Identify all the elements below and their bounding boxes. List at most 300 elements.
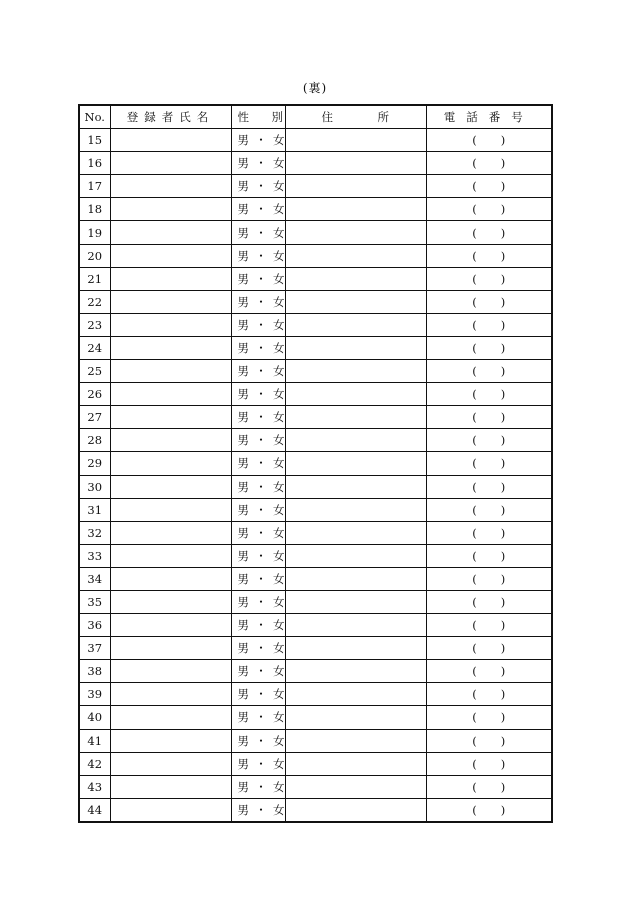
table-row <box>79 452 552 475</box>
address-field[interactable] <box>285 244 426 267</box>
row-number: 16 <box>79 152 110 175</box>
sex-female-option[interactable]: 女 <box>273 387 285 402</box>
sex-female-option[interactable]: 女 <box>273 179 285 194</box>
registrant-name-field[interactable] <box>110 175 231 198</box>
sex-choice[interactable] <box>231 544 285 567</box>
address-field[interactable] <box>285 336 426 359</box>
phone-area-open-paren: ( <box>472 294 477 309</box>
phone-field[interactable] <box>426 775 552 798</box>
registrant-name-field[interactable] <box>110 406 231 429</box>
table-row <box>79 752 552 775</box>
phone-area-close-paren: ) <box>500 571 506 586</box>
registrant-name-field[interactable] <box>110 221 231 244</box>
sex-separator: ・ <box>255 756 267 771</box>
phone-area-open-paren: ( <box>472 756 477 771</box>
sex-male-option[interactable]: 男 <box>237 687 249 702</box>
registrant-name-field[interactable] <box>110 198 231 221</box>
phone-area-close-paren: ) <box>500 802 506 817</box>
phone-field[interactable] <box>426 221 552 244</box>
sex-male-option[interactable]: 男 <box>237 248 249 263</box>
phone-field[interactable] <box>426 336 552 359</box>
sex-choice[interactable] <box>231 221 285 244</box>
sex-choice[interactable] <box>231 775 285 798</box>
phone-area-close-paren: ) <box>500 710 506 725</box>
phone-field[interactable] <box>426 567 552 590</box>
registrant-name-field[interactable] <box>110 313 231 336</box>
phone-area-open-paren: ( <box>472 710 477 725</box>
phone-area-close-paren: ) <box>500 525 506 540</box>
row-number: 18 <box>79 198 110 221</box>
sex-choice[interactable] <box>231 383 285 406</box>
sex-male-option[interactable]: 男 <box>237 756 249 771</box>
sex-choice[interactable] <box>231 706 285 729</box>
phone-field[interactable] <box>426 152 552 175</box>
registrant-name-field[interactable] <box>110 706 231 729</box>
table-row <box>79 706 552 729</box>
registrant-name-field[interactable] <box>110 614 231 637</box>
phone-field[interactable] <box>426 175 552 198</box>
sex-female-option[interactable]: 女 <box>273 595 285 610</box>
row-number: 34 <box>79 567 110 590</box>
phone-field[interactable] <box>426 521 552 544</box>
table-row <box>79 383 552 406</box>
phone-area-close-paren: ) <box>500 387 506 402</box>
phone-area-open-paren: ( <box>472 548 477 563</box>
row-number: 41 <box>79 729 110 752</box>
registrant-name-field[interactable] <box>110 244 231 267</box>
row-number: 30 <box>79 475 110 498</box>
address-field[interactable] <box>285 452 426 475</box>
sex-choice[interactable] <box>231 475 285 498</box>
row-number: 19 <box>79 221 110 244</box>
phone-area-open-paren: ( <box>472 664 477 679</box>
phone-area-close-paren: ) <box>500 618 506 633</box>
header-no: No. <box>79 105 110 129</box>
sex-male-option[interactable]: 男 <box>237 179 249 194</box>
sex-male-option[interactable]: 男 <box>237 202 249 217</box>
table-row <box>79 683 552 706</box>
sex-choice[interactable] <box>231 267 285 290</box>
sex-female-option[interactable]: 女 <box>273 340 285 355</box>
header-address-char-2: 所 <box>377 110 389 125</box>
address-field[interactable] <box>285 129 426 152</box>
phone-field[interactable] <box>426 475 552 498</box>
phone-area-close-paren: ) <box>500 271 506 286</box>
sex-female-option[interactable]: 女 <box>273 710 285 725</box>
registrant-name-field[interactable] <box>110 544 231 567</box>
sex-separator: ・ <box>255 387 267 402</box>
sex-separator: ・ <box>255 641 267 656</box>
table-row <box>79 267 552 290</box>
sex-choice[interactable] <box>231 798 285 822</box>
sex-male-option[interactable]: 男 <box>237 641 249 656</box>
phone-area-open-paren: ( <box>472 202 477 217</box>
address-field[interactable] <box>285 637 426 660</box>
sex-female-option[interactable]: 女 <box>273 410 285 425</box>
table-row <box>79 660 552 683</box>
registrant-name-field[interactable] <box>110 798 231 822</box>
phone-field[interactable] <box>426 452 552 475</box>
phone-field[interactable] <box>426 798 552 822</box>
sex-female-option[interactable]: 女 <box>273 641 285 656</box>
address-field[interactable] <box>285 567 426 590</box>
phone-area-open-paren: ( <box>472 456 477 471</box>
registrant-name-field[interactable] <box>110 475 231 498</box>
phone-field[interactable] <box>426 406 552 429</box>
sex-choice[interactable] <box>231 129 285 152</box>
sex-female-option[interactable]: 女 <box>273 687 285 702</box>
phone-field[interactable] <box>426 614 552 637</box>
registrant-name-field[interactable] <box>110 452 231 475</box>
sex-female-option[interactable]: 女 <box>273 433 285 448</box>
phone-field[interactable] <box>426 590 552 613</box>
phone-area-open-paren: ( <box>472 156 477 171</box>
phone-area-close-paren: ) <box>500 641 506 656</box>
sex-female-option[interactable]: 女 <box>273 502 285 517</box>
row-number: 40 <box>79 706 110 729</box>
address-field[interactable] <box>285 406 426 429</box>
sex-separator: ・ <box>255 733 267 748</box>
sex-choice[interactable] <box>231 590 285 613</box>
registrant-name-field[interactable] <box>110 290 231 313</box>
sex-male-option[interactable]: 男 <box>237 548 249 563</box>
row-number: 27 <box>79 406 110 429</box>
table-row <box>79 590 552 613</box>
row-number: 20 <box>79 244 110 267</box>
sex-choice[interactable] <box>231 152 285 175</box>
address-field[interactable] <box>285 221 426 244</box>
registrant-name-field[interactable] <box>110 429 231 452</box>
table-row <box>79 198 552 221</box>
sex-choice[interactable] <box>231 752 285 775</box>
sex-choice[interactable] <box>231 175 285 198</box>
sex-separator: ・ <box>255 595 267 610</box>
phone-field[interactable] <box>426 429 552 452</box>
address-field[interactable] <box>285 752 426 775</box>
phone-field[interactable] <box>426 706 552 729</box>
phone-area-close-paren: ) <box>500 733 506 748</box>
sex-male-option[interactable]: 男 <box>237 133 249 148</box>
sex-choice[interactable] <box>231 429 285 452</box>
sex-female-option[interactable]: 女 <box>273 664 285 679</box>
address-field[interactable] <box>285 175 426 198</box>
sex-male-option[interactable]: 男 <box>237 410 249 425</box>
registrant-name-field[interactable] <box>110 637 231 660</box>
sex-male-option[interactable]: 男 <box>237 387 249 402</box>
phone-area-close-paren: ) <box>500 202 506 217</box>
phone-area-open-paren: ( <box>472 779 477 794</box>
phone-area-close-paren: ) <box>500 779 506 794</box>
sex-separator: ・ <box>255 479 267 494</box>
sex-separator: ・ <box>255 502 267 517</box>
sex-male-option[interactable]: 男 <box>237 156 249 171</box>
registrant-name-field[interactable] <box>110 590 231 613</box>
phone-field[interactable] <box>426 729 552 752</box>
phone-area-close-paren: ) <box>500 479 506 494</box>
address-field[interactable] <box>285 267 426 290</box>
sex-female-option[interactable]: 女 <box>273 133 285 148</box>
header-address-char-1: 住 <box>321 110 333 125</box>
phone-area-close-paren: ) <box>500 133 506 148</box>
address-field[interactable] <box>285 590 426 613</box>
sex-separator: ・ <box>255 317 267 332</box>
address-field[interactable] <box>285 729 426 752</box>
registrant-name-field[interactable] <box>110 498 231 521</box>
sex-male-option[interactable]: 男 <box>237 802 249 817</box>
phone-area-open-paren: ( <box>472 179 477 194</box>
phone-area-open-paren: ( <box>472 802 477 817</box>
header-name: 登録者氏名 <box>110 105 231 129</box>
sex-female-option[interactable]: 女 <box>273 156 285 171</box>
sex-separator: ・ <box>255 571 267 586</box>
page-title: (裏) <box>302 81 328 95</box>
registrant-name-field[interactable] <box>110 752 231 775</box>
sex-female-option[interactable]: 女 <box>273 271 285 286</box>
header-address <box>285 105 426 129</box>
address-field[interactable] <box>285 521 426 544</box>
registrant-name-field[interactable] <box>110 267 231 290</box>
header-sex <box>231 105 285 129</box>
sex-male-option[interactable]: 男 <box>237 618 249 633</box>
sex-choice[interactable] <box>231 290 285 313</box>
phone-area-open-paren: ( <box>472 133 477 148</box>
phone-field[interactable] <box>426 383 552 406</box>
table-row <box>79 637 552 660</box>
row-number: 37 <box>79 637 110 660</box>
phone-area-open-paren: ( <box>472 733 477 748</box>
address-field[interactable] <box>285 614 426 637</box>
row-number: 15 <box>79 129 110 152</box>
address-field[interactable] <box>285 383 426 406</box>
phone-field[interactable] <box>426 752 552 775</box>
sex-choice[interactable] <box>231 313 285 336</box>
row-number: 38 <box>79 660 110 683</box>
sex-female-option[interactable]: 女 <box>273 202 285 217</box>
sex-separator: ・ <box>255 271 267 286</box>
sex-choice[interactable] <box>231 498 285 521</box>
row-number: 44 <box>79 798 110 822</box>
sex-choice[interactable] <box>231 406 285 429</box>
table-header-row <box>79 105 552 129</box>
row-number: 43 <box>79 775 110 798</box>
sex-choice[interactable] <box>231 614 285 637</box>
sex-choice[interactable] <box>231 567 285 590</box>
sex-female-option[interactable]: 女 <box>273 317 285 332</box>
sex-male-option[interactable]: 男 <box>237 595 249 610</box>
registrant-name-field[interactable] <box>110 360 231 383</box>
phone-area-open-paren: ( <box>472 641 477 656</box>
phone-area-close-paren: ) <box>500 364 506 379</box>
sex-separator: ・ <box>255 433 267 448</box>
sex-female-option[interactable]: 女 <box>273 802 285 817</box>
registrant-name-field[interactable] <box>110 129 231 152</box>
phone-area-close-paren: ) <box>500 156 506 171</box>
address-field[interactable] <box>285 544 426 567</box>
registrant-name-field[interactable] <box>110 336 231 359</box>
phone-area-close-paren: ) <box>500 225 506 240</box>
table-row <box>79 244 552 267</box>
sex-choice[interactable] <box>231 452 285 475</box>
phone-area-open-paren: ( <box>472 248 477 263</box>
sex-male-option[interactable]: 男 <box>237 779 249 794</box>
phone-area-close-paren: ) <box>500 548 506 563</box>
sex-separator: ・ <box>255 687 267 702</box>
sex-male-option[interactable]: 男 <box>237 664 249 679</box>
sex-female-option[interactable]: 女 <box>273 571 285 586</box>
sex-choice[interactable] <box>231 729 285 752</box>
table-row <box>79 475 552 498</box>
table-row <box>79 129 552 152</box>
phone-area-close-paren: ) <box>500 410 506 425</box>
row-number: 32 <box>79 521 110 544</box>
address-field[interactable] <box>285 775 426 798</box>
sex-male-option[interactable]: 男 <box>237 733 249 748</box>
address-field[interactable] <box>285 475 426 498</box>
phone-field[interactable] <box>426 313 552 336</box>
phone-area-close-paren: ) <box>500 664 506 679</box>
row-number: 36 <box>79 614 110 637</box>
sex-separator: ・ <box>255 294 267 309</box>
phone-field[interactable] <box>426 683 552 706</box>
sex-choice[interactable] <box>231 336 285 359</box>
sex-female-option[interactable]: 女 <box>273 225 285 240</box>
registrant-name-field[interactable] <box>110 729 231 752</box>
sex-separator: ・ <box>255 225 267 240</box>
sex-male-option[interactable]: 男 <box>237 225 249 240</box>
sex-choice[interactable] <box>231 521 285 544</box>
row-number: 33 <box>79 544 110 567</box>
phone-field[interactable] <box>426 244 552 267</box>
sex-separator: ・ <box>255 202 267 217</box>
sex-choice[interactable] <box>231 360 285 383</box>
sex-choice[interactable] <box>231 660 285 683</box>
registrant-table <box>78 104 553 823</box>
sex-choice[interactable] <box>231 683 285 706</box>
sex-female-option[interactable]: 女 <box>273 479 285 494</box>
address-field[interactable] <box>285 360 426 383</box>
address-field[interactable] <box>285 313 426 336</box>
row-number: 28 <box>79 429 110 452</box>
sex-choice[interactable] <box>231 637 285 660</box>
address-field[interactable] <box>285 198 426 221</box>
row-number: 39 <box>79 683 110 706</box>
table-row <box>79 336 552 359</box>
registrant-name-field[interactable] <box>110 567 231 590</box>
sex-choice[interactable] <box>231 198 285 221</box>
phone-area-close-paren: ) <box>500 456 506 471</box>
sex-female-option[interactable]: 女 <box>273 456 285 471</box>
registrant-name-field[interactable] <box>110 152 231 175</box>
address-field[interactable] <box>285 290 426 313</box>
address-field[interactable] <box>285 152 426 175</box>
sex-male-option[interactable]: 男 <box>237 433 249 448</box>
address-field[interactable] <box>285 498 426 521</box>
phone-field[interactable] <box>426 660 552 683</box>
sex-female-option[interactable]: 女 <box>273 779 285 794</box>
phone-area-close-paren: ) <box>500 756 506 771</box>
address-field[interactable] <box>285 683 426 706</box>
sex-male-option[interactable]: 男 <box>237 294 249 309</box>
phone-field[interactable] <box>426 544 552 567</box>
sex-female-option[interactable]: 女 <box>273 248 285 263</box>
sex-separator: ・ <box>255 179 267 194</box>
phone-area-open-paren: ( <box>472 364 477 379</box>
address-field[interactable] <box>285 660 426 683</box>
registrant-name-field[interactable] <box>110 683 231 706</box>
sex-separator: ・ <box>255 779 267 794</box>
sex-female-option[interactable]: 女 <box>273 525 285 540</box>
sex-male-option[interactable]: 男 <box>237 317 249 332</box>
row-number: 35 <box>79 590 110 613</box>
phone-area-close-paren: ) <box>500 248 506 263</box>
address-field[interactable] <box>285 706 426 729</box>
phone-area-open-paren: ( <box>472 433 477 448</box>
sex-male-option[interactable]: 男 <box>237 456 249 471</box>
row-number: 29 <box>79 452 110 475</box>
table-row <box>79 406 552 429</box>
sex-female-option[interactable]: 女 <box>273 756 285 771</box>
sex-male-option[interactable]: 男 <box>237 271 249 286</box>
sex-male-option[interactable]: 男 <box>237 571 249 586</box>
registrant-name-field[interactable] <box>110 521 231 544</box>
table-row <box>79 360 552 383</box>
sex-female-option[interactable]: 女 <box>273 618 285 633</box>
phone-area-close-paren: ) <box>500 687 506 702</box>
table-row <box>79 775 552 798</box>
sex-male-option[interactable]: 男 <box>237 364 249 379</box>
row-number: 42 <box>79 752 110 775</box>
sex-male-option[interactable]: 男 <box>237 710 249 725</box>
table-row <box>79 729 552 752</box>
phone-field[interactable] <box>426 198 552 221</box>
sex-female-option[interactable]: 女 <box>273 548 285 563</box>
table-row <box>79 567 552 590</box>
table-row <box>79 521 552 544</box>
phone-field[interactable] <box>426 360 552 383</box>
row-number: 22 <box>79 290 110 313</box>
table-row <box>79 429 552 452</box>
phone-field[interactable] <box>426 498 552 521</box>
registrant-name-field[interactable] <box>110 383 231 406</box>
phone-area-close-paren: ) <box>500 502 506 517</box>
sex-female-option[interactable]: 女 <box>273 294 285 309</box>
registrant-name-field[interactable] <box>110 775 231 798</box>
address-field[interactable] <box>285 429 426 452</box>
row-number: 26 <box>79 383 110 406</box>
sex-female-option[interactable]: 女 <box>273 733 285 748</box>
registrant-name-field[interactable] <box>110 660 231 683</box>
phone-area-open-paren: ( <box>472 387 477 402</box>
sex-male-option[interactable]: 男 <box>237 502 249 517</box>
address-field[interactable] <box>285 798 426 822</box>
sex-male-option[interactable]: 男 <box>237 525 249 540</box>
phone-field[interactable] <box>426 637 552 660</box>
phone-field[interactable] <box>426 267 552 290</box>
phone-area-close-paren: ) <box>500 433 506 448</box>
table-row <box>79 544 552 567</box>
phone-area-open-paren: ( <box>472 525 477 540</box>
sex-separator: ・ <box>255 548 267 563</box>
sex-choice[interactable] <box>231 244 285 267</box>
sex-male-option[interactable]: 男 <box>237 340 249 355</box>
row-number: 17 <box>79 175 110 198</box>
sex-male-option[interactable]: 男 <box>237 479 249 494</box>
row-number: 21 <box>79 267 110 290</box>
phone-field[interactable] <box>426 290 552 313</box>
table-row <box>79 498 552 521</box>
phone-field[interactable] <box>426 129 552 152</box>
sex-female-option[interactable]: 女 <box>273 364 285 379</box>
